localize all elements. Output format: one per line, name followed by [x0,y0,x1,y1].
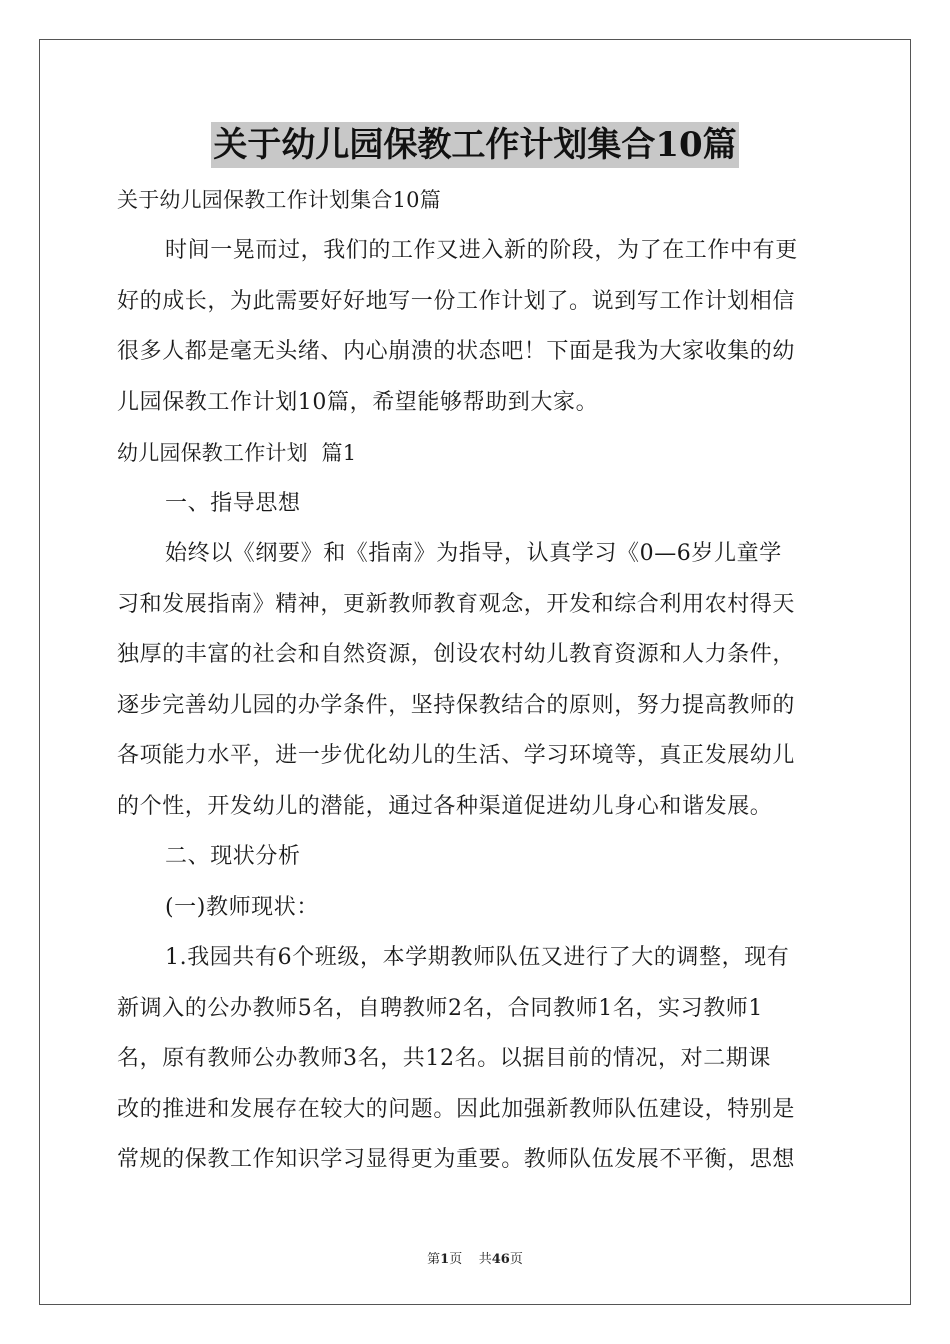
paragraph-line: 始终以《纲要》和《指南》为指导，认真学习《0—6岁儿童学 [165,541,782,566]
page-current: 1 [440,1252,450,1267]
section1-paragraph [117,529,833,832]
paragraph-line: 很多人都是毫无头绪、内心崩溃的状态吧！下面是我为大家收集的幼 [117,339,796,364]
piece-title: 幼儿园保教工作计划 篇1 [117,441,357,465]
title-wrap [117,122,833,176]
paragraph-line: 逐步完善幼儿园的办学条件，坚持保教结合的原则，努力提高教师的 [117,692,796,718]
page-footer [0,1248,950,1267]
page-total: 46 [491,1252,510,1267]
subsection-heading-teachers: (一)教师现状： [165,894,319,920]
paragraph-line: 1.我园共有6个班级，本学期教师队伍又进行了大的调整，现有 [165,945,790,970]
document-body [117,122,833,1186]
paragraph-line: 独厚的丰富的社会和自然资源，创设农村幼儿教育资源和人力条件， [117,642,796,667]
paragraph-line: 习和发展指南》精神，更新教师教育观念，开发和综合利用农村得天 [117,591,796,617]
page-mid: 页 共 [449,1252,492,1267]
paragraph-line: 改的推进和发展存在较大的问题。因此加强新教师队伍建设，特别是 [117,1096,796,1122]
paragraph-line: 的个性，开发幼儿的潜能，通过各种渠道促进幼儿身心和谐发展。 [117,793,773,819]
paragraph-line: 时间一晃而过，我们的工作又进入新的阶段，为了在工作中有更 [165,238,798,263]
document-subtitle: 关于幼儿园保教工作计划集合10篇 [117,188,441,212]
item1-paragraph [117,933,833,1186]
page-suffix: 页 [509,1252,523,1267]
page-prefix: 第 [427,1252,441,1267]
paragraph-line: 新调入的公办教师5名，自聘教师2名，合同教师1名，实习教师1 [117,995,763,1021]
section-heading-status-analysis: 二、现状分析 [165,844,301,869]
section-heading-guiding-thought: 一、指导思想 [165,490,301,516]
paragraph-line: 各项能力水平，进一步优化幼儿的生活、学习环境等，真正发展幼儿 [117,743,796,768]
paragraph-line: 常规的保教工作知识学习显得更为重要。教师队伍发展不平衡，思想 [117,1147,796,1172]
intro-paragraph [117,226,833,428]
paragraph-line: 儿园保教工作计划10篇，希望能够帮助到大家。 [117,389,599,415]
paragraph-line: 名，原有教师公办教师3名，共12名。以据目前的情况，对二期课 [117,1046,771,1071]
document-title: 关于幼儿园保教工作计划集合10篇 [211,122,738,168]
paragraph-line: 好的成长，为此需要好好地写一份工作计划了。说到写工作计划相信 [117,288,796,314]
